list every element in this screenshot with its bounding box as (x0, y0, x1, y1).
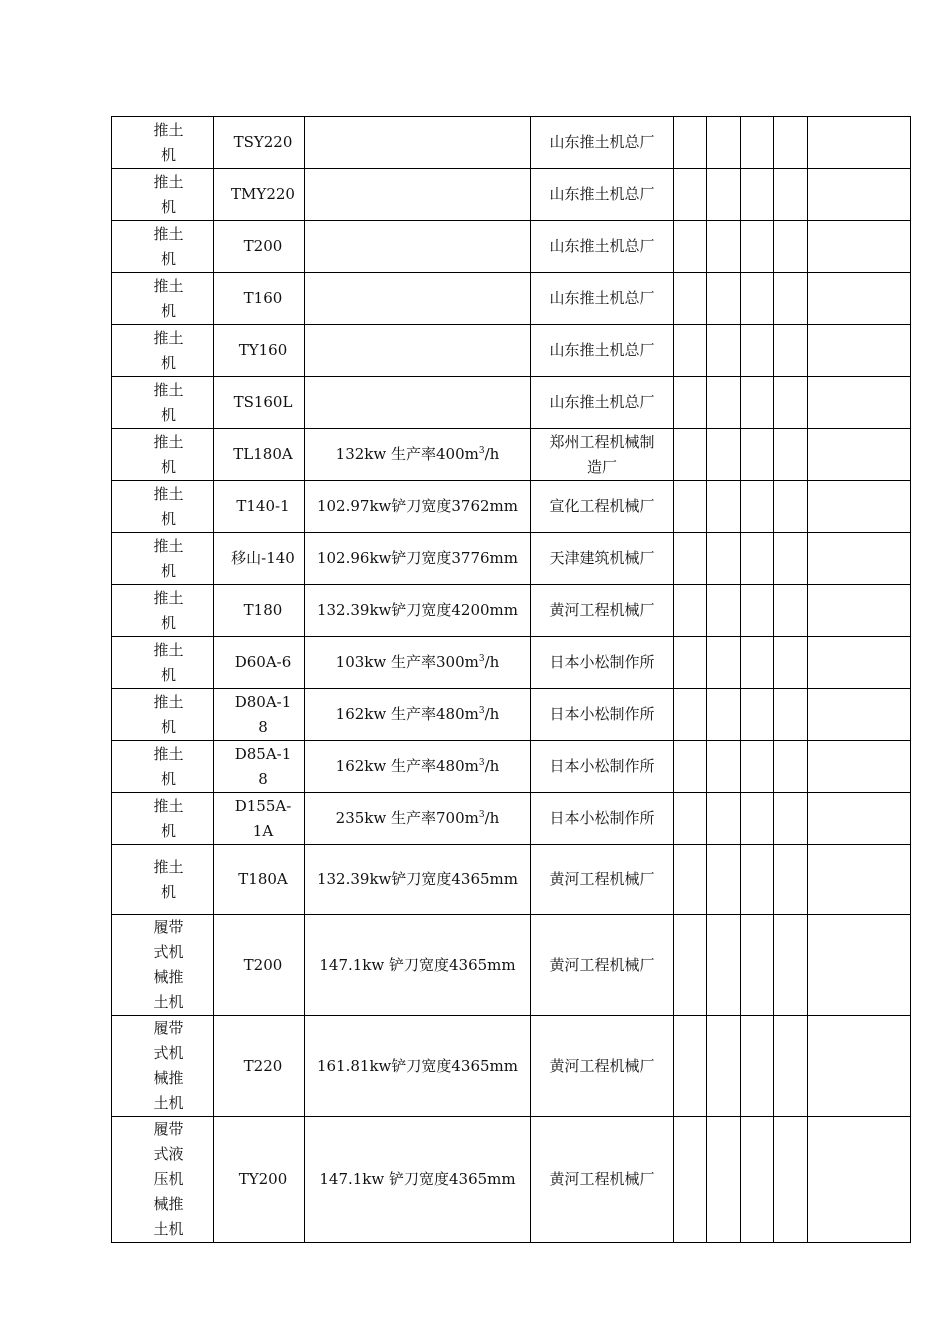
maker-text: 天津建筑机械厂 (549, 549, 655, 567)
empty-cell (674, 429, 707, 481)
empty-cell (774, 429, 808, 481)
table-row (112, 1117, 911, 1243)
empty-cell (741, 1016, 774, 1117)
spec-cell (305, 637, 531, 689)
maker-cell (531, 741, 674, 793)
maker-cell (531, 1016, 674, 1117)
name-text: 推土机 (153, 484, 184, 528)
maker-text: 宣化工程机械厂 (549, 497, 655, 515)
empty-cell (707, 481, 741, 533)
spec-cell (305, 221, 531, 273)
maker-text: 山东推土机总厂 (549, 289, 655, 307)
empty-cell (808, 533, 911, 585)
empty-cell (741, 845, 774, 915)
empty-cell (674, 273, 707, 325)
empty-cell (808, 845, 911, 915)
empty-cell (707, 377, 741, 429)
maker-text: 山东推土机总厂 (549, 341, 655, 359)
spec-cell (305, 689, 531, 741)
empty-cell (808, 169, 911, 221)
maker-text: 黄河工程机械厂 (549, 870, 655, 888)
spec-cell (305, 585, 531, 637)
spec-text: 132kw 生产率400m (335, 445, 479, 463)
empty-cell (808, 221, 911, 273)
model-text: 移山-140 (231, 549, 295, 567)
empty-cell (707, 689, 741, 741)
empty-cell (774, 845, 808, 915)
spec-cell (305, 533, 531, 585)
empty-cell (774, 741, 808, 793)
table-row (112, 1016, 911, 1117)
model-cell (214, 481, 305, 533)
spec-cell (305, 793, 531, 845)
spec-text: 132.39kw铲刀宽度4365mm (316, 870, 519, 888)
empty-cell (741, 1117, 774, 1243)
name-cell (112, 325, 214, 377)
empty-cell (674, 637, 707, 689)
name-cell (112, 533, 214, 585)
table-row (112, 481, 911, 533)
empty-cell (707, 845, 741, 915)
empty-cell (808, 273, 911, 325)
model-cell (214, 689, 305, 741)
empty-cell (741, 533, 774, 585)
empty-cell (707, 117, 741, 169)
spec-cell (305, 1117, 531, 1243)
model-text: T220 (243, 1056, 283, 1075)
maker-cell (531, 689, 674, 741)
empty-cell (674, 377, 707, 429)
model-text: T200 (243, 237, 283, 255)
empty-cell (674, 793, 707, 845)
spec-unit: /h (484, 445, 500, 463)
empty-cell (774, 793, 808, 845)
maker-text: 日本小松制作所 (549, 653, 655, 671)
empty-cell (774, 481, 808, 533)
model-text: D155A-1A (234, 796, 292, 840)
name-cell (112, 1117, 214, 1243)
empty-cell (674, 221, 707, 273)
maker-text: 日本小松制作所 (549, 809, 655, 827)
empty-cell (674, 585, 707, 637)
maker-cell (531, 481, 674, 533)
empty-cell (674, 169, 707, 221)
empty-cell (774, 325, 808, 377)
name-text: 推土机 (153, 172, 184, 216)
name-cell (112, 741, 214, 793)
empty-cell (674, 1016, 707, 1117)
table-row (112, 845, 911, 915)
empty-cell (707, 915, 741, 1016)
name-text: 推土机 (153, 857, 184, 901)
maker-cell (531, 273, 674, 325)
spec-cell (305, 481, 531, 533)
name-text: 推土机 (153, 692, 184, 736)
superscript-three: 3 (478, 446, 485, 456)
spec-cell (305, 1016, 531, 1117)
empty-cell (674, 481, 707, 533)
model-text: TS160L (233, 393, 293, 411)
maker-cell (531, 845, 674, 915)
model-text: TY160 (238, 341, 288, 359)
spec-cell (305, 845, 531, 915)
name-text: 推土机 (153, 640, 184, 684)
model-cell (214, 429, 305, 481)
spec-cell (305, 273, 531, 325)
model-cell (214, 741, 305, 793)
empty-cell (808, 117, 911, 169)
table-row (112, 221, 911, 273)
empty-cell (774, 1117, 808, 1243)
model-text: T180A (238, 870, 288, 888)
name-cell (112, 1016, 214, 1117)
name-cell (112, 429, 214, 481)
superscript-three: 3 (478, 706, 485, 716)
empty-cell (808, 377, 911, 429)
model-text: T160 (243, 289, 283, 307)
maker-text: 山东推土机总厂 (549, 237, 655, 255)
empty-cell (808, 637, 911, 689)
name-text: 推土机 (153, 380, 184, 424)
spec-unit: /h (484, 705, 500, 723)
model-cell (214, 117, 305, 169)
empty-cell (808, 793, 911, 845)
model-cell (214, 533, 305, 585)
empty-cell (741, 481, 774, 533)
superscript-three: 3 (478, 758, 485, 768)
empty-cell (741, 325, 774, 377)
empty-cell (774, 221, 808, 273)
table-row (112, 689, 911, 741)
empty-cell (741, 429, 774, 481)
spec-text: 161.81kw铲刀宽度4365mm (316, 1056, 519, 1075)
name-text: 履带式液压机械推土机 (153, 1120, 184, 1238)
name-cell (112, 689, 214, 741)
empty-cell (741, 377, 774, 429)
name-cell (112, 793, 214, 845)
empty-cell (707, 533, 741, 585)
empty-cell (707, 741, 741, 793)
spec-unit: /h (484, 809, 500, 827)
model-text: T200 (243, 955, 283, 974)
model-cell (214, 325, 305, 377)
spec-cell (305, 117, 531, 169)
name-text: 推土机 (153, 432, 184, 476)
name-text: 推土机 (153, 744, 184, 788)
model-cell (214, 221, 305, 273)
empty-cell (674, 689, 707, 741)
model-text: T180 (243, 601, 283, 619)
empty-cell (674, 845, 707, 915)
model-text: TL180A (233, 445, 293, 463)
empty-cell (774, 1016, 808, 1117)
name-cell (112, 845, 214, 915)
empty-cell (808, 915, 911, 1016)
empty-cell (707, 429, 741, 481)
empty-cell (707, 325, 741, 377)
spec-cell (305, 915, 531, 1016)
spec-text: 162kw 生产率480m (335, 705, 479, 723)
empty-cell (707, 637, 741, 689)
spec-text: 235kw 生产率700m (335, 809, 479, 827)
table-row (112, 169, 911, 221)
name-cell (112, 273, 214, 325)
empty-cell (707, 169, 741, 221)
empty-cell (808, 585, 911, 637)
table-body (112, 117, 911, 1243)
empty-cell (741, 273, 774, 325)
spec-cell (305, 377, 531, 429)
empty-cell (774, 273, 808, 325)
model-text: T140-1 (236, 497, 290, 515)
empty-cell (674, 1117, 707, 1243)
table-row (112, 377, 911, 429)
name-text: 推土机 (153, 120, 184, 164)
maker-cell (531, 221, 674, 273)
empty-cell (741, 169, 774, 221)
empty-cell (674, 741, 707, 793)
spec-cell (305, 169, 531, 221)
name-cell (112, 221, 214, 273)
name-cell (112, 481, 214, 533)
model-cell (214, 915, 305, 1016)
maker-text: 日本小松制作所 (549, 705, 655, 723)
model-text: D85A-18 (234, 744, 292, 788)
name-cell (112, 377, 214, 429)
model-cell (214, 637, 305, 689)
empty-cell (774, 377, 808, 429)
empty-cell (674, 533, 707, 585)
table-row (112, 325, 911, 377)
empty-cell (774, 585, 808, 637)
name-cell (112, 637, 214, 689)
spec-cell (305, 429, 531, 481)
empty-cell (707, 1016, 741, 1117)
table-row (112, 793, 911, 845)
empty-cell (741, 117, 774, 169)
spec-text: 162kw 生产率480m (335, 757, 479, 775)
name-text: 推土机 (153, 276, 184, 320)
spec-text: 102.96kw铲刀宽度3776mm (316, 549, 519, 567)
spec-text: 102.97kw铲刀宽度3762mm (316, 497, 519, 515)
empty-cell (741, 741, 774, 793)
empty-cell (741, 793, 774, 845)
model-cell (214, 377, 305, 429)
empty-cell (674, 117, 707, 169)
model-cell (214, 793, 305, 845)
spec-cell (305, 325, 531, 377)
empty-cell (707, 585, 741, 637)
maker-text: 黄河工程机械厂 (549, 955, 655, 974)
model-text: D60A-6 (234, 653, 292, 671)
name-cell (112, 169, 214, 221)
table-row (112, 915, 911, 1016)
empty-cell (774, 117, 808, 169)
name-text: 推土机 (153, 588, 184, 632)
spec-text: 132.39kw铲刀宽度4200mm (316, 601, 519, 619)
empty-cell (774, 169, 808, 221)
empty-cell (674, 325, 707, 377)
maker-text: 黄河工程机械厂 (549, 601, 655, 619)
maker-cell (531, 793, 674, 845)
model-cell (214, 585, 305, 637)
name-text: 履带式机械推土机 (153, 918, 184, 1011)
empty-cell (808, 689, 911, 741)
model-cell (214, 1016, 305, 1117)
model-text: D80A-18 (234, 692, 292, 736)
empty-cell (808, 481, 911, 533)
empty-cell (808, 325, 911, 377)
spec-unit: /h (484, 757, 500, 775)
table-row (112, 637, 911, 689)
maker-cell (531, 117, 674, 169)
empty-cell (774, 637, 808, 689)
maker-cell (531, 533, 674, 585)
maker-text: 郑州工程机械制造厂 (549, 432, 655, 476)
model-cell (214, 1117, 305, 1243)
name-text: 推土机 (153, 328, 184, 372)
empty-cell (808, 1016, 911, 1117)
maker-text: 黄河工程机械厂 (549, 1170, 655, 1188)
superscript-three: 3 (478, 810, 485, 820)
empty-cell (707, 1117, 741, 1243)
empty-cell (707, 273, 741, 325)
table-row (112, 741, 911, 793)
empty-cell (774, 533, 808, 585)
maker-cell (531, 325, 674, 377)
spec-unit: /h (484, 653, 500, 671)
empty-cell (741, 637, 774, 689)
maker-cell (531, 169, 674, 221)
maker-text: 山东推土机总厂 (549, 393, 655, 411)
model-text: TSY220 (233, 133, 293, 151)
maker-text: 日本小松制作所 (549, 757, 655, 775)
name-text: 履带式机械推土机 (153, 1019, 184, 1112)
maker-text: 黄河工程机械厂 (549, 1056, 655, 1075)
empty-cell (808, 429, 911, 481)
maker-text: 山东推土机总厂 (549, 185, 655, 203)
name-cell (112, 117, 214, 169)
equipment-table (111, 116, 911, 1243)
empty-cell (707, 793, 741, 845)
empty-cell (741, 915, 774, 1016)
empty-cell (741, 221, 774, 273)
name-text: 推土机 (153, 796, 184, 840)
model-text: TMY220 (231, 185, 295, 203)
table-row (112, 429, 911, 481)
name-cell (112, 915, 214, 1016)
table-row (112, 273, 911, 325)
model-cell (214, 273, 305, 325)
maker-cell (531, 429, 674, 481)
empty-cell (774, 689, 808, 741)
empty-cell (741, 689, 774, 741)
empty-cell (741, 585, 774, 637)
name-text: 推土机 (153, 224, 184, 268)
name-cell (112, 585, 214, 637)
maker-cell (531, 915, 674, 1016)
table-row (112, 533, 911, 585)
name-text: 推土机 (153, 536, 184, 580)
maker-cell (531, 585, 674, 637)
spec-cell (305, 741, 531, 793)
model-cell (214, 169, 305, 221)
maker-cell (531, 377, 674, 429)
model-text: TY200 (238, 1170, 288, 1188)
empty-cell (774, 915, 808, 1016)
maker-text: 山东推土机总厂 (549, 133, 655, 151)
superscript-three: 3 (478, 654, 485, 664)
spec-text: 103kw 生产率300m (335, 653, 479, 671)
empty-cell (707, 221, 741, 273)
empty-cell (808, 741, 911, 793)
maker-cell (531, 1117, 674, 1243)
empty-cell (674, 915, 707, 1016)
table-row (112, 585, 911, 637)
maker-cell (531, 637, 674, 689)
spec-text: 147.1kw 铲刀宽度4365mm (319, 955, 516, 974)
table-row (112, 117, 911, 169)
model-cell (214, 845, 305, 915)
empty-cell (808, 1117, 911, 1243)
spec-text: 147.1kw 铲刀宽度4365mm (319, 1170, 516, 1188)
